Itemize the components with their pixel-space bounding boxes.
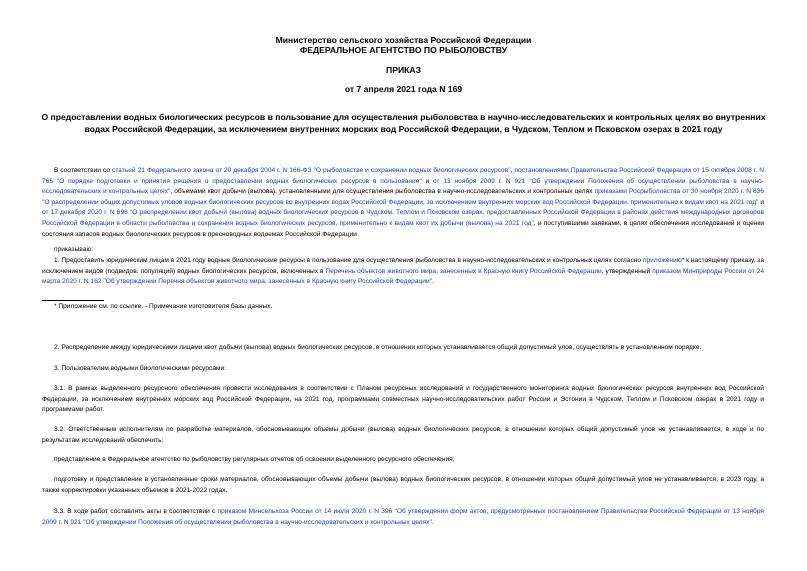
item-3-1-paragraph: 3.1. В рамках выделенного ресурсного обеспечения провести исследования в соответствии с Планом ресурсных исследований и государственного мониторинга водных биологических ресурсов внутренних вод Российской Федерации, за исключением внутренних морских вод Российской Федерации, на 2021 год, программами совместных научно-исследовательских работ России и Эстонии в Чудском, Теплом и Псковском озерах в 2021 году и программами работ. bbox=[42, 385, 764, 414]
agency-name: ФЕДЕРАЛЬНОЕ АГЕНТСТВО ПО РЫБОЛОВСТВУ bbox=[299, 45, 508, 55]
decree-921-link[interactable]: от 13 ноября 2009 г. N 921 "Об утверждении Положения об осуществлении рыболовства в научно-исследовательских и контрольных целях" bbox=[42, 177, 764, 196]
item-2-paragraph: 2. Распределение между юридическими лицами квот добычи (вылова) водных биологических ресурсов, в отношении которых устанавливается общий допустимый улов, осуществлять в установленном порядке. bbox=[54, 344, 702, 351]
order-word: приказываю: bbox=[54, 246, 94, 253]
order-636-link[interactable]: приказами Росрыболовства от 30 ноября 2020 г. N 636 "О распределении общих допустимых уловов водных биологических ресурсов во внутренних водах Российской Федерации, за исключением внутренних морских вод Российской Федерации, применительно к видам квот на 2021 год" bbox=[42, 188, 765, 206]
item-3-2-materials-paragraph: подготовку и представление в установленные сроки материалов, обосновывающих объемы добычи (вылова) водных биологических ресурсов, в отношении которых общий допустимый улов не устанавливается, в 2023 году, а также корректировки указанных объемов в 2021-2022 годах. bbox=[42, 476, 764, 494]
item-3-2-report-paragraph: представление в Федеральное агентство по рыболовству регулярных отчетов об освоении выделенного ресурсного обеспечения; bbox=[54, 456, 455, 463]
order-162-link[interactable]: приказом Минприроды России от 24 марта 2020 г. N 162 "Об утверждении Перечня объектов животного мира, занесенных в Красную книгу Российской Федерации" bbox=[42, 267, 764, 286]
document-date-number: от 7 апреля 2021 года N 169 bbox=[344, 84, 463, 94]
item-3-2-paragraph: 3.2. Ответственным исполнителям по разработке материалов, обосновывающих объемы добычи (вылова) водных биологических ресурсов, в отношении которых общий допустимый улов не устанавливается, в ходе и по результатам исследований обеспечить: bbox=[42, 426, 764, 444]
appendix-link[interactable]: приложению bbox=[642, 257, 682, 264]
preamble-paragraph: В соответствии со статьей 21 Федерального закона от 20 декабря 2004 г. N 166-ФЗ "О рыболовстве и сохранении водных биологических ресурсов", постановлениями Правительства Российской Федерации от 15 октября 2008 г. N 765 "О порядке подготовки и принятия решения о предоставлении водных биологических ресурсов в пользование" и от 13 ноября 2009 г. N 921 "Об утверждении Положения об осуществлении рыболовства в научно-исследовательских и контрольных целях", объемами квот добычи (вылова), установленными для осуществления рыболовства в научно-исследовательских и контрольных целях приказами Росрыболовства от 30 ноября 2020 г. N 636 "О распределении общих допустимых уловов водных биологических ресурсов во внутренних водах Российской Федерации, за исключением внутренних морских вод Российской Федерации, применительно к видам квот на 2021 год" и от 17 декабря 2020 г. N 698 "О распределении квот добычи (вылова) водных биологических ресурсов в Чудском, Теплом и Псковском озерах, предоставленных Российской Федерации в районах действия международных договоров Российской Федерации в области рыболовства и сохранения водных биологических ресурсов, применительно к видам квот их добычи (вылова) на 2021 год", и поступившими заявками, в целях обеспечения исследований и оценки состояния запасов водных биологических ресурсов в пресноводных водоемах Российской Федерации bbox=[42, 167, 765, 238]
order-698-link[interactable]: от 17 декабря 2020 г. N 698 "О распределении квот добычи (вылова) водных биологических ресурсов в Чудском, Теплом и Псковском озерах, предоставленных Российской Федерации в районах действия международных договоров Российской Федерации в области рыболовства и сохранения водных биологических ресурсов, применительно к видам квот их добычи (вылова) на 2021 год" bbox=[42, 209, 764, 227]
document-type: ПРИКАЗ bbox=[386, 65, 421, 75]
footnote-divider bbox=[42, 300, 104, 301]
document-title: О предоставлении водных биологических ресурсов в пользование для осуществления рыболовства в научно-исследовательских и контрольных целях во внутренних водах Российской Федерации, за исключением внутренних морских вод Российской Федерации, в Чудском, Теплом и Псковском озерах в 2021 году bbox=[41, 112, 766, 134]
item-3-paragraph: 3. Пользователям водными биологическими ресурсами: bbox=[54, 365, 227, 372]
footnote: * Приложение см. по ссылке. - Примечание изготовителя базы данных. bbox=[54, 303, 273, 310]
law-link[interactable]: статьей 21 Федерального закона от 20 декабря 2004 г. N 166-ФЗ "О рыболовстве и сохранении водных биологических ресурсов" bbox=[112, 167, 511, 174]
red-book-list-link[interactable]: Перечень объектов животного мира, занесенных в Красную книгу Российской Федерации bbox=[325, 267, 602, 275]
decree-765-link[interactable]: постановлениями Правительства Российской Федерации от 15 октября 2008 г. N 765 "О порядке подготовки и принятия решения о предоставлении водных биологических ресурсов в пользование" bbox=[42, 167, 764, 185]
item-3-3-paragraph: 3.3. В ходе работ составлять акты в соответствии с приказом Минсельхоза России от 14 июля 2020 г. N 396 "Об утверждении форм актов, предусмотренных постановлением Правительства Российской Федерации от 13 ноября 2009 г. N 921 "Об утверждении Положения об осуществлении рыболовства в научно-исследовательских и контрольных целях". bbox=[42, 508, 764, 526]
order-396-link[interactable]: приказом Минсельхоза России от 14 июля 2020 г. N 396 "Об утверждении форм актов, предусмотренных постановлением Правительства Российской Федерации от 13 ноября 2009 г. N 921 "Об утверждении Положения об осуществлении рыболовства в научно-исследовательских и контрольных целях" bbox=[42, 508, 764, 526]
ministry-name: Министерство сельского хозяйства Российской Федерации bbox=[275, 35, 532, 45]
item-1-paragraph: 1. Предоставить юридическим лицам в 2021 году водные биологические ресурсы в пользование для осуществления рыболовства в научно-исследовательских и контрольных целях согласно приложению* к настоящему приказу, за исключением видов (подвидов, популяций) водных биологических ресурсов, включенных в Перечень объектов животного мира, занесенных в Красную книгу Российской Федерации, утвержденный приказом Минприроды России от 24 марта 2020 г. N 162 "Об утверждении Перечня объектов животного мира, занесенных в Красную книгу Российской Федерации". bbox=[42, 257, 764, 286]
